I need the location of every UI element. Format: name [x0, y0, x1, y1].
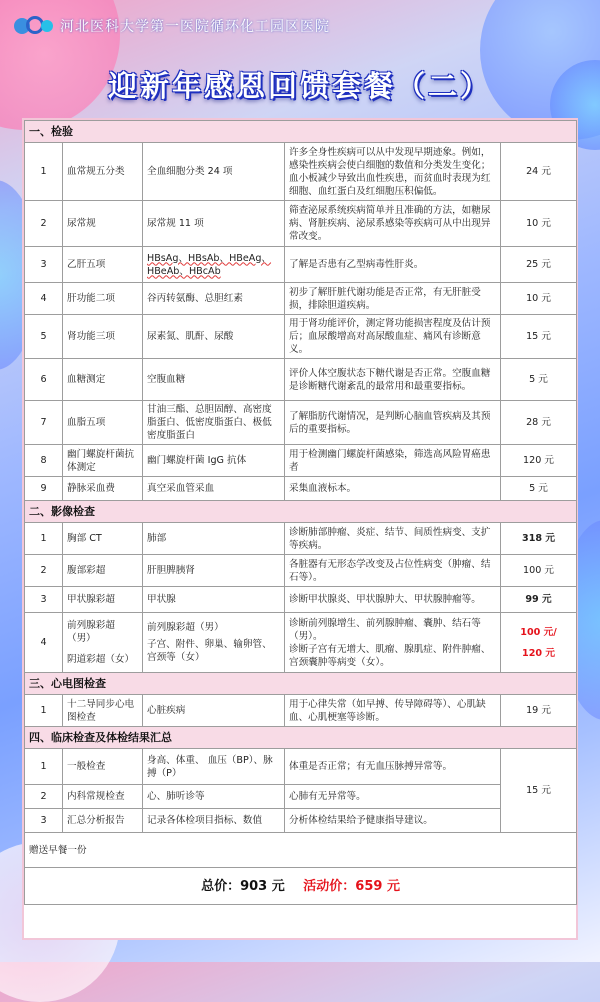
table-row	[25, 809, 577, 833]
item-description: 用于肾功能评价，测定肾功能损害程度及估计预后；血尿酸增高对高尿酸血症、痛风有诊断意义。	[285, 315, 501, 359]
item-name: 甲状腺彩超	[63, 587, 143, 613]
table-row	[25, 201, 577, 247]
item-content: HBsAg、HBsAb、HBeAg、HBeAb、HBcAb	[143, 247, 285, 283]
row-number: 3	[25, 247, 63, 283]
row-number: 1	[25, 695, 63, 727]
item-description: 评价人体空腹状态下糖代谢是否正常。空腹血糖是诊断糖代谢紊乱的最常用和最重要指标。	[285, 359, 501, 401]
row-number: 9	[25, 477, 63, 501]
total-price: 总价：903 元	[201, 878, 285, 894]
row-number: 1	[25, 143, 63, 201]
item-content: 幽门螺旋杆菌 IgG 抗体	[143, 445, 285, 477]
item-content: 肺部	[143, 523, 285, 555]
item-description: 采集血液标本。	[285, 477, 501, 501]
table-row	[25, 555, 577, 587]
row-number: 4	[25, 283, 63, 315]
item-content: 真空采血管采血	[143, 477, 285, 501]
row-number: 2	[25, 785, 63, 809]
item-price: 120 元	[501, 445, 577, 477]
item-name: 血脂五项	[63, 401, 143, 445]
item-content: 肝胆脾胰肾	[143, 555, 285, 587]
section-header: 一、检验	[25, 121, 577, 143]
item-content: 甘油三酯、总胆固醇、高密度脂蛋白、低密度脂蛋白、极低密度脂蛋白	[143, 401, 285, 445]
table-row	[25, 283, 577, 315]
item-content: 身高、体重、 血压（BP）、脉搏（P）	[143, 749, 285, 785]
item-description: 初步了解肝脏代谢功能是否正常，有无肝脏受损，排除胆道疾病。	[285, 283, 501, 315]
item-name: 血糖测定	[63, 359, 143, 401]
item-content: 记录各体检项目指标、数值	[143, 809, 285, 833]
item-name: 胸部 CT	[63, 523, 143, 555]
item-price: 24 元	[501, 143, 577, 201]
hospital-name: 河北医科大学第一医院循环化工园区医院	[60, 19, 330, 35]
item-name: 内科常规检查	[63, 785, 143, 809]
hospital-logo-icon	[14, 14, 54, 38]
table-row	[25, 523, 577, 555]
gift-text: 赠送早餐一份	[25, 833, 577, 868]
item-price: 19 元	[501, 695, 577, 727]
item-description: 各脏器有无形态学改变及占位性病变（肿瘤、结石等）。	[285, 555, 501, 587]
item-content-female: 子宫、附件、卵巢、输卵管、宫颈等（女）	[147, 639, 272, 663]
table-row	[25, 401, 577, 445]
table-row	[25, 749, 577, 785]
item-price: 100 元	[501, 555, 577, 587]
page-title: 迎新年感恩回馈套餐（二）	[107, 69, 492, 103]
item-content: 甲状腺	[143, 587, 285, 613]
row-number: 6	[25, 359, 63, 401]
row-number: 7	[25, 401, 63, 445]
section-header: 三、心电图检查	[25, 673, 577, 695]
item-name: 乙肝五项	[63, 247, 143, 283]
item-description: 心肺有无异常等。	[285, 785, 501, 809]
item-description: 诊断肺部肿瘤、炎症、结节、间质性病变、支扩等疾病。	[285, 523, 501, 555]
item-price: 99 元	[501, 587, 577, 613]
table-row	[25, 477, 577, 501]
item-name: 腹部彩超	[63, 555, 143, 587]
item-name: 静脉采血费	[63, 477, 143, 501]
item-content: 空腹血糖	[143, 359, 285, 401]
item-description: 分析体检结果给予健康指导建议。	[285, 809, 501, 833]
package-table	[24, 120, 577, 905]
item-description: 用于心律失常（如早搏、传导障碍等）、心肌缺血、心肌梗塞等诊断。	[285, 695, 501, 727]
item-price: 318 元	[501, 523, 577, 555]
table-row	[25, 613, 577, 673]
item-price: 5 元	[501, 477, 577, 501]
price-female: 120 元	[522, 647, 555, 659]
item-description: 体重是否正常；有无血压脉搏异常等。	[285, 749, 501, 785]
item-price: 15 元	[501, 315, 577, 359]
item-content-male: 前列腺彩超（男）	[147, 622, 224, 633]
item-name: 十二导同步心电图检查	[63, 695, 143, 727]
total-row	[25, 868, 577, 905]
item-description: 用于检测幽门螺旋杆菌感染，筛选高风险胃癌患者	[285, 445, 501, 477]
row-number: 1	[25, 523, 63, 555]
item-content: 尿素氮、肌酐、尿酸	[143, 315, 285, 359]
item-content: 谷丙转氨酶、总胆红素	[143, 283, 285, 315]
table-row	[25, 785, 577, 809]
item-description: 许多全身性疾病可以从中发现早期迹象。例如，感染性疾病会使白细胞的数值和分类发生变化；血小板减少导致出血性疾患，而贫血时表现为红细胞、血红蛋白及红细胞压积偏低。	[285, 143, 501, 201]
row-number: 1	[25, 749, 63, 785]
activity-price: 活动价：659 元	[303, 878, 400, 894]
item-content: 全血细胞分类 24 项	[143, 143, 285, 201]
item-price: 25 元	[501, 247, 577, 283]
row-number: 3	[25, 587, 63, 613]
header	[14, 12, 330, 40]
item-name: 一般检查	[63, 749, 143, 785]
package-table-card	[22, 118, 578, 940]
item-price: 5 元	[501, 359, 577, 401]
item-name: 幽门螺旋杆菌抗体测定	[63, 445, 143, 477]
item-name: 血常规五分类	[63, 143, 143, 201]
item-price: 10 元	[501, 201, 577, 247]
item-name: 肾功能三项	[63, 315, 143, 359]
item-price: 28 元	[501, 401, 577, 445]
section-header: 四、临床检查及体检结果汇总	[25, 727, 577, 749]
item-name: 肝功能二项	[63, 283, 143, 315]
item-content: 心脏疾病	[143, 695, 285, 727]
item-description	[285, 613, 501, 673]
row-number: 4	[25, 613, 63, 673]
item-name-female: 阴道彩超（女）	[67, 654, 135, 665]
item-description-female: 诊断子宫有无增大、肌瘤、腺肌症、附件肿瘤、宫颈囊肿等病变（女）。	[289, 643, 491, 668]
table-row	[25, 445, 577, 477]
item-name: 尿常规	[63, 201, 143, 247]
table-row	[25, 587, 577, 613]
item-name	[63, 613, 143, 673]
table-row	[25, 359, 577, 401]
row-number: 3	[25, 809, 63, 833]
item-description-male: 诊断前列腺增生、前列腺肿瘤、囊肿、结石等（男）。	[289, 617, 481, 642]
item-description: 了解是否患有乙型病毒性肝炎。	[285, 247, 501, 283]
row-number: 2	[25, 555, 63, 587]
price-male: 100 元/	[520, 626, 557, 638]
item-description: 筛查泌尿系统疾病简单并且准确的方法，如糖尿病、肾脏疾病、泌尿系感染等疾病可从中出现异常改变。	[285, 201, 501, 247]
table-row	[25, 695, 577, 727]
row-number: 8	[25, 445, 63, 477]
item-price: 10 元	[501, 283, 577, 315]
table-row	[25, 315, 577, 359]
section-header: 二、影像检查	[25, 501, 577, 523]
item-content	[143, 613, 285, 673]
gift-row	[25, 833, 577, 868]
table-row	[25, 247, 577, 283]
table-row	[25, 143, 577, 201]
item-description: 诊断甲状腺炎、甲状腺肿大、甲状腺肿瘤等。	[285, 587, 501, 613]
item-name: 汇总分析报告	[63, 809, 143, 833]
item-price: 15 元	[501, 749, 577, 833]
item-content: 尿常规 11 项	[143, 201, 285, 247]
item-description: 了解脂肪代谢情况，是判断心脑血管疾病及其预后的重要指标。	[285, 401, 501, 445]
row-number: 2	[25, 201, 63, 247]
row-number: 5	[25, 315, 63, 359]
item-content: 心、肺听诊等	[143, 785, 285, 809]
item-price	[501, 613, 577, 673]
item-name-male: 前列腺彩超（男）	[67, 620, 115, 644]
